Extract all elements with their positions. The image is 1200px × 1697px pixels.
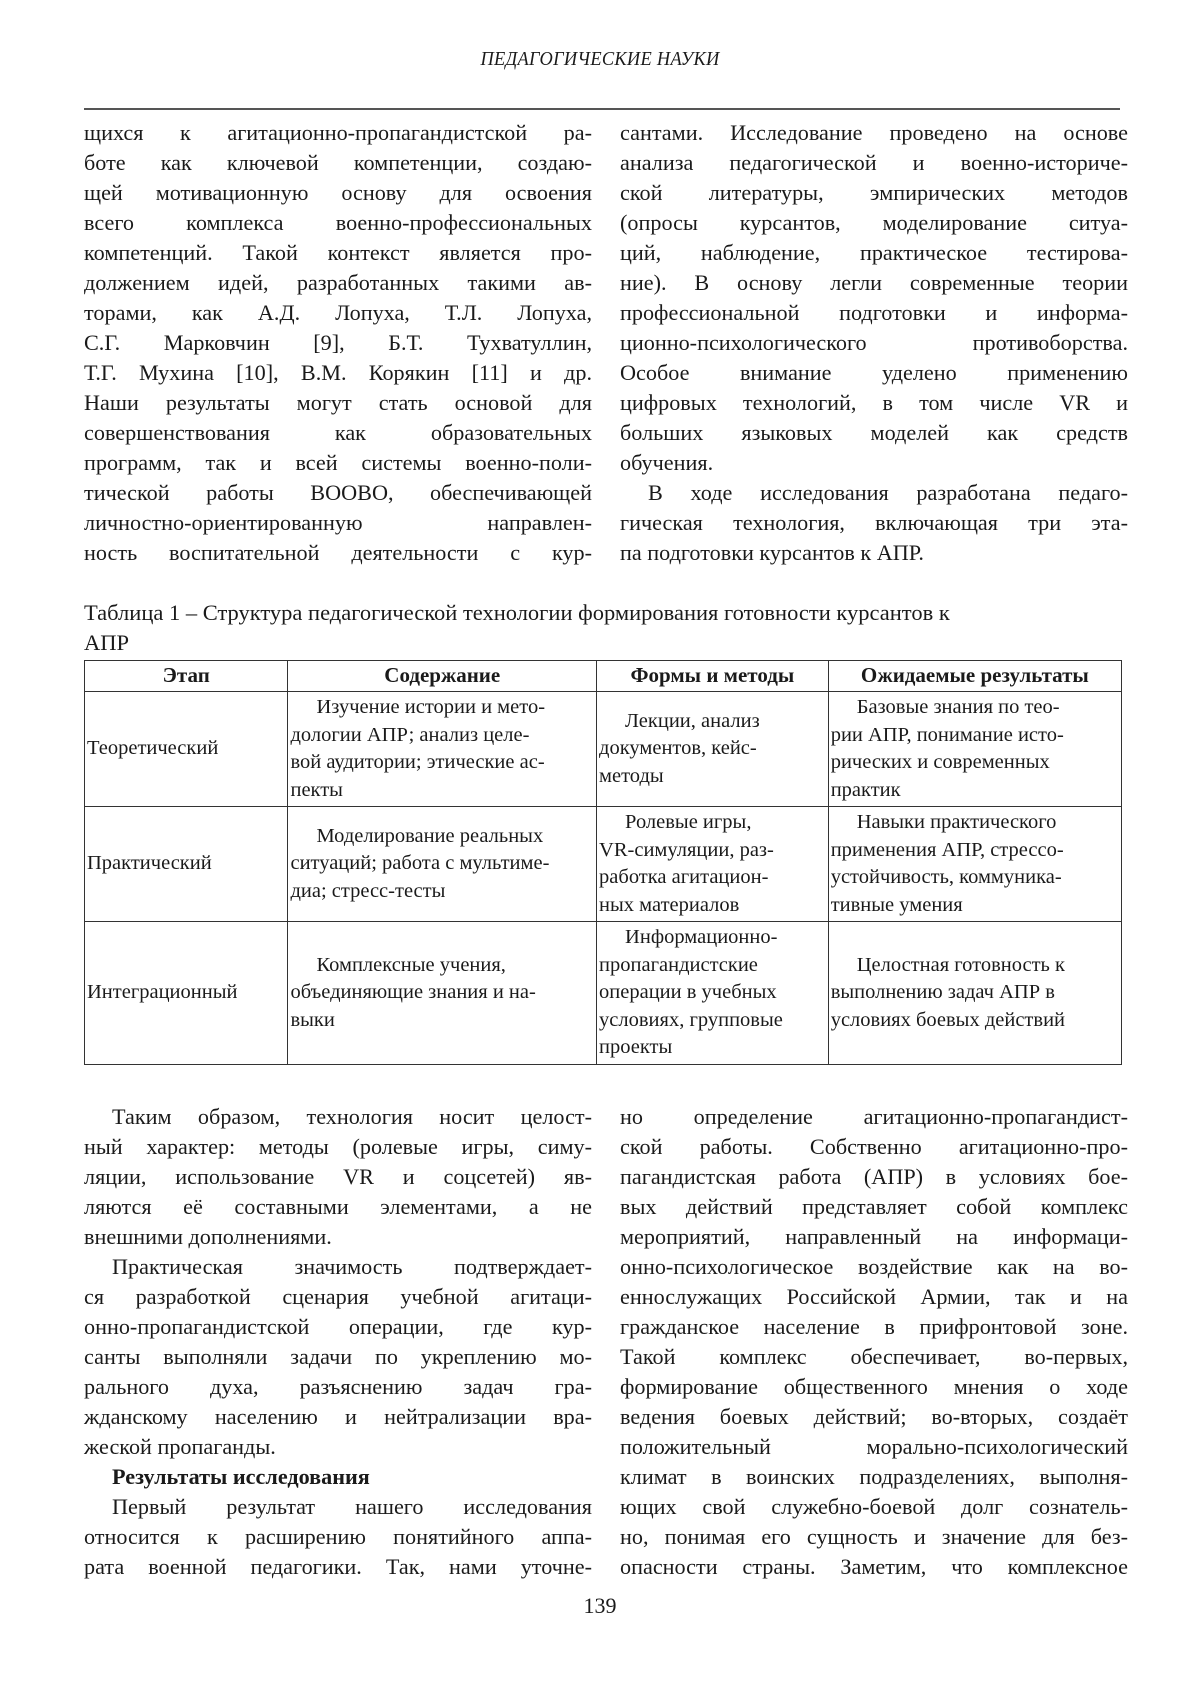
text-line: гическая технология, включающая три эта-: [620, 510, 1128, 535]
caption-line: Таблица 1 – Структура педагогической технологии формирования готовности курсантов к: [84, 600, 950, 625]
text-line: боте как ключевой компетенции, создаю-: [84, 150, 592, 175]
text-line: гражданское население в прифронтовой зоне.: [620, 1314, 1128, 1339]
text-line: анализа педагогической и военно-историче-: [620, 150, 1128, 175]
text-line: онно-психологическое воздействие как на во-: [620, 1254, 1128, 1279]
text-line: Особое внимание уделено применению: [620, 360, 1128, 385]
text-line: ся разработкой сценария учебной агитаци-: [84, 1284, 592, 1309]
text-line: компетенций. Такой контекст является про-: [84, 240, 592, 265]
text-line: всего комплекса военно-профессиональных: [84, 210, 592, 235]
bottom-right-column: [620, 1102, 1128, 1582]
cell-content: Комплексные учения, объединяющие знания и на- выки: [288, 922, 597, 1065]
cell-stage: Практический: [85, 807, 288, 922]
text-line: пагандистская работа (АПР) в условиях бое-: [620, 1164, 1128, 1189]
table-header-row: [85, 661, 1122, 692]
text-line: торами, как А.Д. Лопуха, Т.Л. Лопуха,: [84, 300, 592, 325]
cell-stage: Теоретический: [85, 692, 288, 807]
text-line: Такой комплекс обеспечивает, во-первых,: [620, 1344, 1128, 1369]
cell-methods: Ролевые игры, VR-симуляции, раз- работка агитацион- ных материалов: [597, 807, 829, 922]
text-line: сантами. Исследование проведено на основе: [620, 120, 1128, 145]
text-line: относится к расширению понятийного аппа-: [84, 1524, 592, 1549]
text-line: па подготовки курсантов к АПР.: [620, 540, 924, 565]
running-header: ПЕДАГОГИЧЕСКИЕ НАУКИ: [480, 48, 720, 70]
text-line: ской работы. Собственно агитационно-про-: [620, 1134, 1128, 1159]
caption-line: АПР: [84, 630, 130, 655]
text-line: ведения боевых действий; во-вторых, создаёт: [620, 1404, 1128, 1429]
text-line: тической работы ВООВО, обеспечивающей: [84, 480, 592, 505]
text-line: Т.Г. Мухина [10], В.М. Корякин [11] и др.: [84, 360, 592, 385]
text-line: ционно-психологического противоборства.: [620, 330, 1128, 355]
header-results: Ожидаемые результаты: [828, 661, 1121, 692]
text-line: профессиональной подготовки и информа-: [620, 300, 1128, 325]
table-caption: [84, 598, 1124, 658]
table-row: [85, 692, 1122, 807]
cell-results: Навыки практического применения АПР, стрессо- устойчивость, коммуника- тивные умения: [828, 807, 1121, 922]
text-line: ляются её составными элементами, а не: [84, 1194, 592, 1219]
header-stage: Этап: [85, 661, 288, 692]
text-line: ляции, использование VR и соцсетей) яв-: [84, 1164, 592, 1189]
text-line: жданскому населению и нейтрализации вра-: [84, 1404, 592, 1429]
header-rule: [84, 108, 1120, 110]
page-number: 139: [583, 1593, 617, 1618]
text-line: щихся к агитационно-пропагандистской ра-: [84, 120, 592, 145]
top-left-column: [84, 118, 592, 568]
cell-stage: Интеграционный: [85, 922, 288, 1065]
header-content: Содержание: [288, 661, 597, 692]
text-line: Таким образом, технология носит целост-: [112, 1104, 592, 1129]
cell-results: Целостная готовность к выполнению задач АПР в условиях боевых действий: [828, 922, 1121, 1065]
text-line: положительный морально-психологический: [620, 1434, 1128, 1459]
bottom-left-column: [84, 1102, 592, 1582]
text-line: ющих свой служебно-боевой долг сознатель-: [620, 1494, 1128, 1519]
text-line: цифровых технологий, в том числе VR и: [620, 390, 1128, 415]
text-line: больших языковых моделей как средств: [620, 420, 1128, 445]
cell-results: Базовые знания по тео- рии АПР, понимание исто- рических и современных практик: [828, 692, 1121, 807]
text-line: ность воспитательной деятельности с кур-: [84, 540, 592, 565]
text-line: (опросы курсантов, моделирование ситуа-: [620, 210, 1128, 235]
text-line: климат в воинских подразделениях, выполня-: [620, 1464, 1128, 1489]
text-line: программ, так и всей системы военно-поли-: [84, 450, 592, 475]
table-row: [85, 922, 1122, 1065]
text-line: Практическая значимость подтверждает-: [112, 1254, 592, 1279]
text-line: жеской пропаганды.: [84, 1434, 276, 1459]
text-line: еннослужащих Российской Армии, так и на: [620, 1284, 1128, 1309]
cell-content: Моделирование реальных ситуаций; работа с мультиме- диа; стресс-тесты: [288, 807, 597, 922]
text-line: внешними дополнениями.: [84, 1224, 332, 1249]
text-line: Первый результат нашего исследования: [112, 1494, 592, 1519]
text-line: опасности страны. Заметим, что комплексное: [620, 1554, 1128, 1579]
text-line: санты выполняли задачи по укреплению мо-: [84, 1344, 592, 1369]
text-line: ние). В основу легли современные теории: [620, 270, 1128, 295]
text-line: но определение агитационно-пропагандист-: [620, 1104, 1128, 1129]
technology-structure-table: [84, 660, 1122, 1065]
text-line: личностно-ориентированную направлен-: [84, 510, 592, 535]
table-row: [85, 807, 1122, 922]
text-line: онно-пропагандистской операции, где кур-: [84, 1314, 592, 1339]
text-line: рального духа, разъяснению задач гра-: [84, 1374, 592, 1399]
text-line: щей мотивационную основу для освоения: [84, 180, 592, 205]
text-line: вых действий представляет собой комплекс: [620, 1194, 1128, 1219]
text-line: Наши результаты могут стать основой для: [84, 390, 592, 415]
cell-methods: Информационно- пропагандистские операции в учебных условиях, групповые проекты: [597, 922, 829, 1065]
top-right-column: [620, 118, 1128, 568]
text-line: но, понимая его сущность и значение для без-: [620, 1524, 1128, 1549]
cell-content: Изучение истории и мето- дологии АПР; анализ целе- вой аудитории; этические ас- пекты: [288, 692, 597, 807]
text-line: ций, наблюдение, практическое тестирова-: [620, 240, 1128, 265]
text-line: формирование общественного мнения о ходе: [620, 1374, 1128, 1399]
header-methods: Формы и методы: [597, 661, 829, 692]
text-line: должением идей, разработанных такими ав-: [84, 270, 592, 295]
text-line: рата военной педагогики. Так, нами уточне-: [84, 1554, 592, 1579]
text-line: обучения.: [620, 450, 714, 475]
section-heading: Результаты исследования: [112, 1464, 370, 1489]
text-line: ный характер: методы (ролевые игры, симу-: [84, 1134, 592, 1159]
text-line: В ходе исследования разработана педаго-: [648, 480, 1128, 505]
cell-methods: Лекции, анализ документов, кейс- методы: [597, 692, 829, 807]
text-line: мероприятий, направленный на информаци-: [620, 1224, 1128, 1249]
text-line: ской литературы, эмпирических методов: [620, 180, 1128, 205]
text-line: совершенствования как образовательных: [84, 420, 592, 445]
text-line: С.Г. Марковчин [9], Б.Т. Тухватуллин,: [84, 330, 592, 355]
